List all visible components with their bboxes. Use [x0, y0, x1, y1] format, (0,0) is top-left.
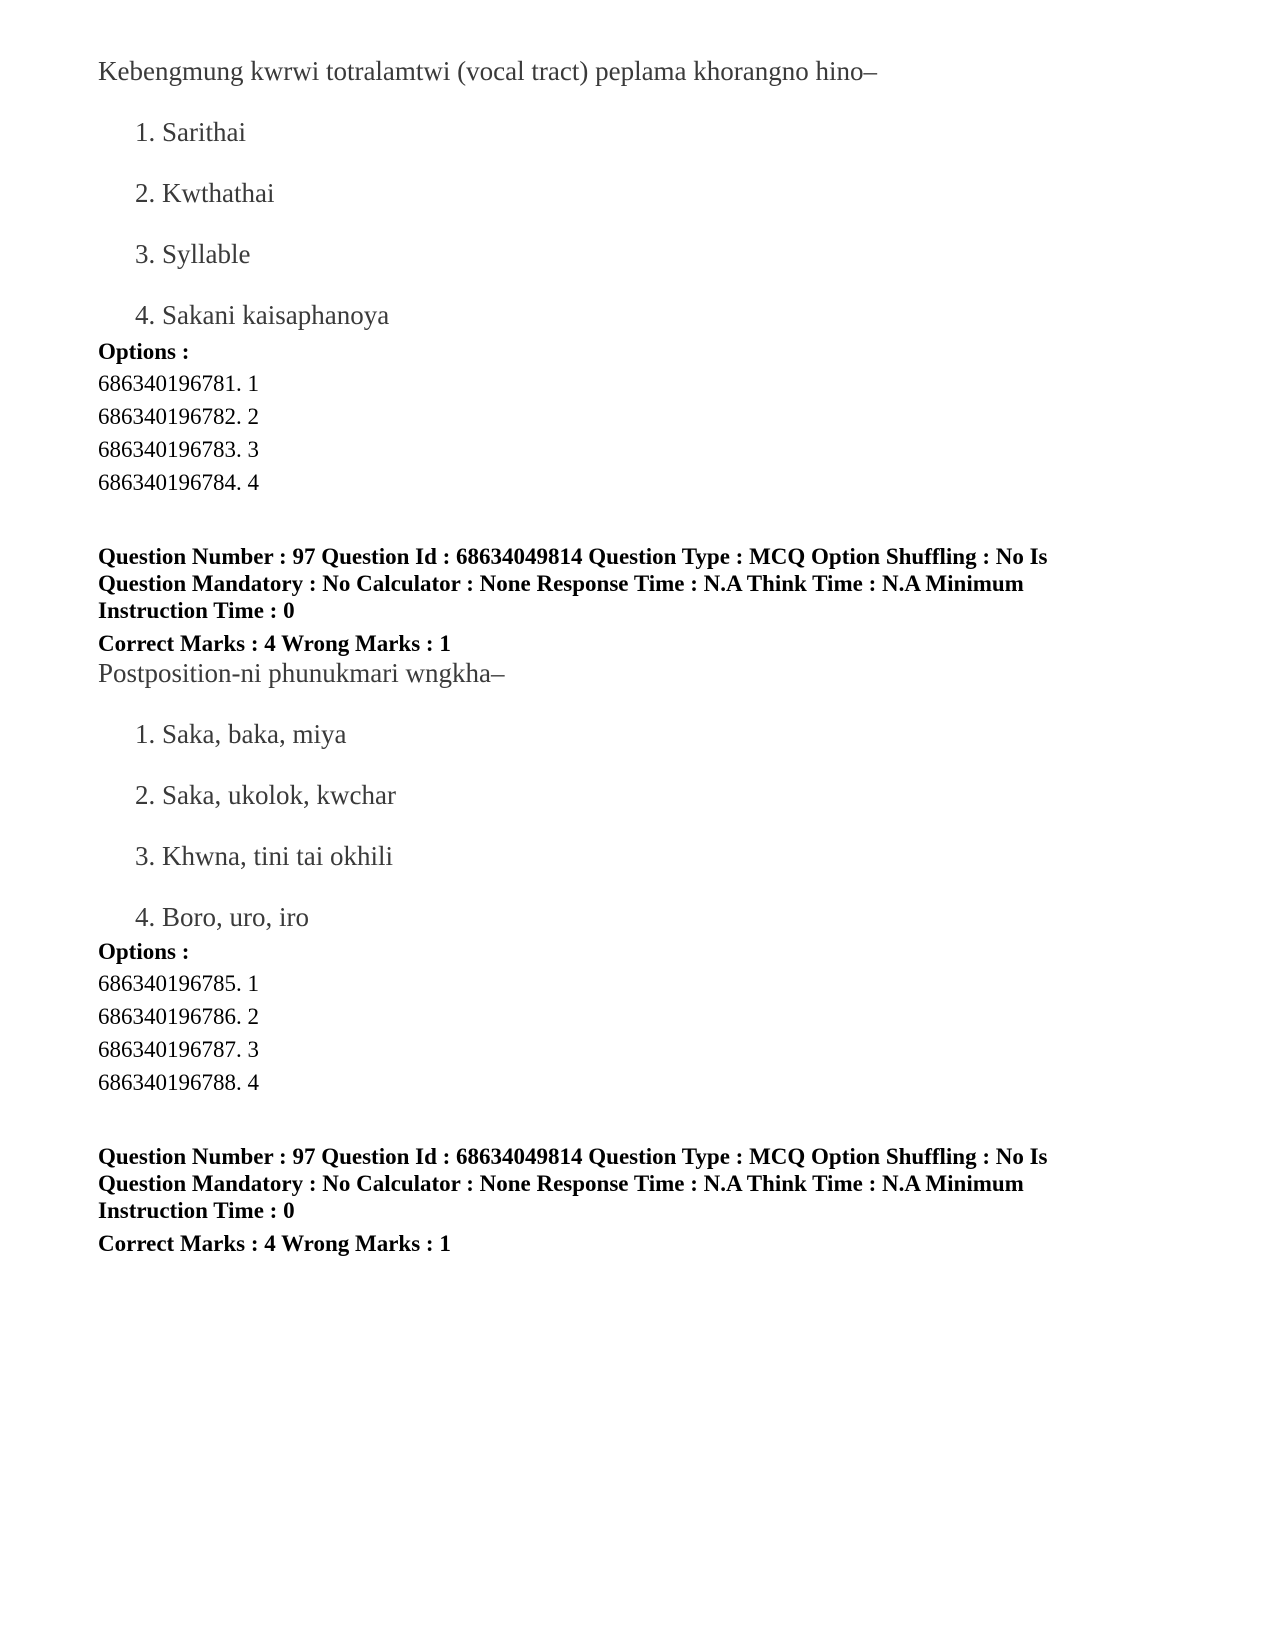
marks-line: Correct Marks : 4 Wrong Marks : 1	[98, 1231, 451, 1256]
option-line: 686340196788. 4	[98, 1070, 259, 1095]
question-header-line: Instruction Time : 0	[98, 598, 295, 623]
choice-item: 3. Syllable	[135, 239, 251, 269]
option-line: 686340196783. 3	[98, 437, 259, 462]
option-line: 686340196781. 1	[98, 371, 259, 396]
option-line: 686340196785. 1	[98, 971, 259, 996]
options-label: Options :	[98, 939, 190, 964]
question-header-line: Question Number : 97 Question Id : 68634049814 Question Type : MCQ Option Shuffling : No Is	[98, 1144, 1048, 1169]
choice-item: 3. Khwna, tini tai okhili	[135, 841, 393, 871]
question-text: Kebengmung kwrwi totralamtwi (vocal tract) peplama khorangno hino–	[98, 56, 878, 86]
question-header-line: Question Mandatory : No Calculator : None Response Time : N.A Think Time : N.A Minimum	[98, 571, 1024, 596]
option-line: 686340196787. 3	[98, 1037, 259, 1062]
choice-item: 1. Saka, baka, miya	[135, 719, 347, 749]
question-header-line: Instruction Time : 0	[98, 1198, 295, 1223]
choice-item: 4. Boro, uro, iro	[135, 902, 309, 932]
option-line: 686340196784. 4	[98, 470, 259, 495]
option-line: 686340196786. 2	[98, 1004, 259, 1029]
options-label: Options :	[98, 339, 190, 364]
marks-line: Correct Marks : 4 Wrong Marks : 1	[98, 631, 451, 656]
choice-item: 4. Sakani kaisaphanoya	[135, 300, 390, 330]
choice-item: 1. Sarithai	[135, 117, 246, 147]
question-text: Postposition-ni phunukmari wngkha–	[98, 658, 505, 688]
question-header-line: Question Mandatory : No Calculator : None Response Time : N.A Think Time : N.A Minimum	[98, 1171, 1024, 1196]
question-header-line: Question Number : 97 Question Id : 68634049814 Question Type : MCQ Option Shuffling : No Is	[98, 544, 1048, 569]
choice-item: 2. Saka, ukolok, kwchar	[135, 780, 396, 810]
choice-item: 2. Kwthathai	[135, 178, 275, 208]
option-line: 686340196782. 2	[98, 404, 259, 429]
